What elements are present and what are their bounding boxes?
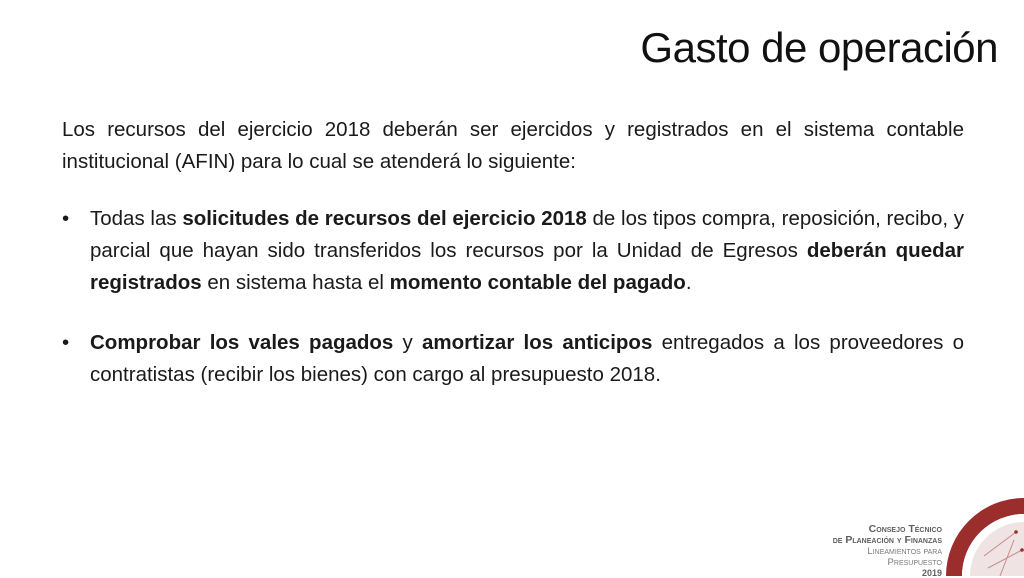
bullet-bold-segment: deberán quedar registrados xyxy=(90,239,964,294)
footer-line-planning: de Planeación y Finanzas xyxy=(832,534,942,546)
bullet-bold-segment: solicitudes de recursos del ejercicio 2018 xyxy=(182,207,587,230)
bullet-text-segment: . xyxy=(685,271,692,294)
corner-arc-dot xyxy=(1020,548,1024,552)
bullet-marker: • xyxy=(62,207,70,230)
bullet-item xyxy=(62,327,964,391)
bullet-text-segment: y xyxy=(393,331,423,354)
bullet-bold-segment: momento contable del pagado xyxy=(389,271,686,294)
bullet-text xyxy=(90,203,964,299)
footer-line-guidelines: Lineamientos para Presupuesto xyxy=(867,546,942,568)
bullet-text-segment: en sistema hasta el xyxy=(201,271,390,294)
footer-line-year: 2019 xyxy=(921,568,942,578)
bullet-text-segment: entregados a los proveedores o contratistas (recibir los bienes) con cargo al presupuesto 2018. xyxy=(90,331,964,386)
intro-paragraph: Los recursos del ejercicio 2018 deberán ser ejercidos y registrados en el sistema contable institucional (AFIN) para lo cual se atenderá lo siguiente: xyxy=(62,118,964,173)
bullet-text-segment: de los tipos compra, reposición, recibo, y parcial que hayan sido transferidos los recursos por la Unidad de Egresos xyxy=(90,207,964,262)
corner-arc-dot xyxy=(1014,530,1018,534)
bullet-text-segment: Todas las xyxy=(90,207,183,230)
footer-line-council: Consejo Técnico xyxy=(868,523,942,535)
bullet-bold-segment: Comprobar los vales pagados xyxy=(90,331,394,354)
bullet-item xyxy=(62,203,964,299)
bullet-marker: • xyxy=(62,331,70,354)
bullet-bold-segment: amortizar los anticipos xyxy=(422,331,653,354)
bullet-text xyxy=(90,327,964,391)
corner-arc-logo-icon xyxy=(944,492,1024,576)
footer-logo-text xyxy=(824,524,942,578)
slide-title: Gasto de operación xyxy=(640,24,998,71)
